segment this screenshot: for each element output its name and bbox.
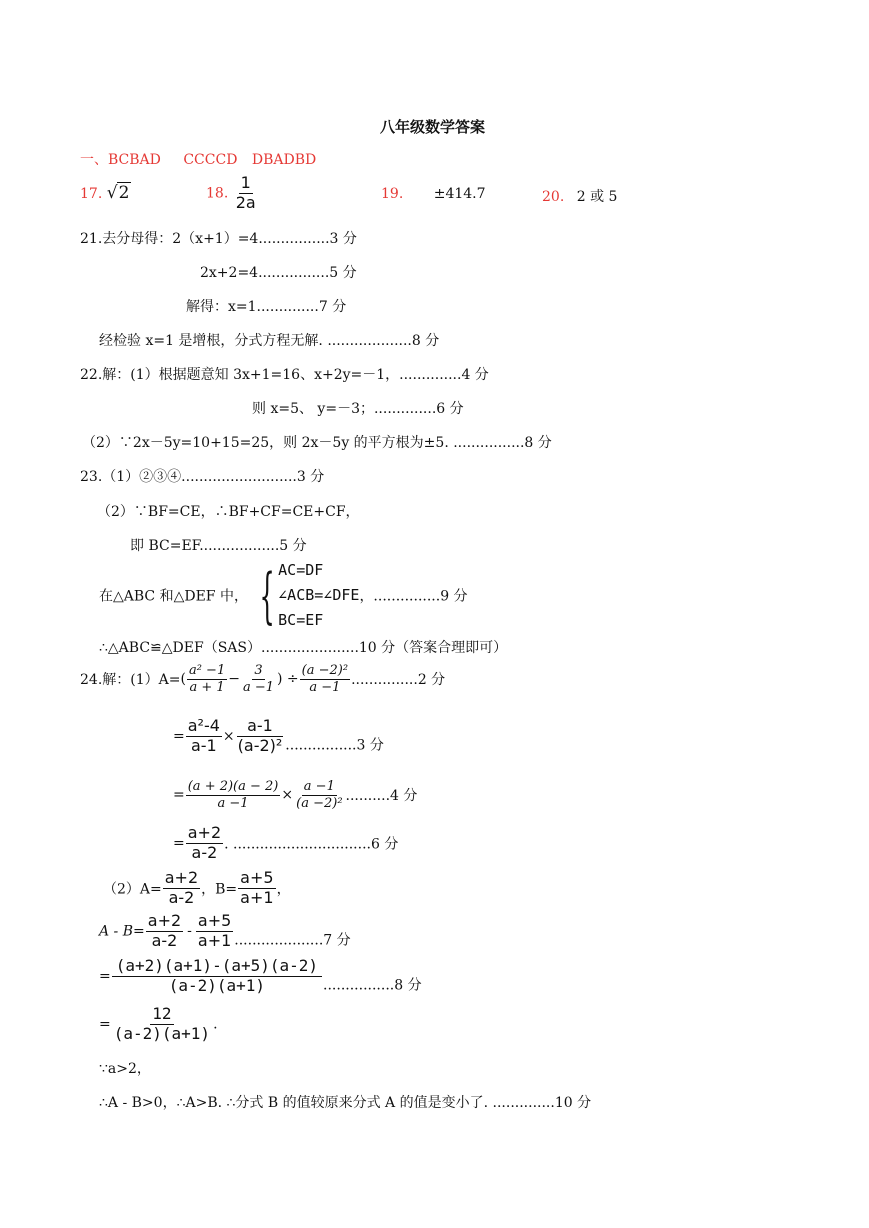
q23-line-4-prefix: 在△ABC 和△DEF 中， [99, 588, 248, 605]
fraction-1-den: a + 1 [189, 679, 225, 695]
part-2-label: （2）A= [103, 881, 162, 898]
part-2-a-fraction [163, 870, 200, 907]
part-2-b-label: ，B= [201, 881, 238, 898]
difference-minus: - [187, 923, 192, 940]
fill-q19 [381, 186, 486, 202]
q19-answer: ±414.7 [433, 186, 486, 202]
equation-system [278, 558, 359, 633]
system-eq-2: ∠ACB=∠DFE [278, 586, 360, 604]
q23-line-2: （2）∵BF=CE，∴BF+CF=CE+CF， [97, 504, 360, 520]
step-3-fraction-1 [186, 780, 281, 810]
fraction-3-num: (a −2)² [301, 663, 349, 678]
q18-label: 18. [206, 185, 229, 202]
q21-line-4: 经检验 x=1 是增根，分式方程无解. ...................8 分 [99, 333, 440, 349]
left-brace: { [259, 560, 275, 631]
q23-line-5: ∴△ABC≌△DEF（SAS）......................10 分（答案合理即可） [99, 640, 508, 656]
q24-condition: ∵a>2， [99, 1061, 151, 1077]
fraction-2-den: a −1 [242, 679, 274, 695]
step-3-den-1: a −1 [217, 795, 249, 811]
q23-line-1: 23.（1）②③④..........................3 分 [80, 469, 325, 485]
q21-line-3: 解得：x=1..............7 分 [186, 299, 347, 315]
combined-num: (a+2)(a+1)-(a+5)(a-2) [112, 958, 322, 977]
difference-b-num: a+5 [197, 911, 232, 930]
part-2-end: ， [276, 881, 291, 898]
part-2-b-fraction [238, 870, 275, 907]
q21-line-1: 21.去分母得：2（x+1）=4................3 分 [80, 231, 357, 247]
step-2-fraction-1 [186, 718, 222, 755]
fill-q20 [542, 186, 617, 206]
q24-label: 24.解：(1）A= [80, 672, 181, 689]
q23-line-3: 即 BC=EF..................5 分 [130, 538, 307, 554]
q18-num: 1 [240, 173, 251, 192]
part-2-b-num: a+5 [240, 868, 274, 887]
q24-part-2 [103, 870, 291, 907]
combined-den: (a-2)(a+1) [168, 975, 266, 995]
fill-q18 [206, 175, 259, 212]
part-2-a-num: a+2 [164, 868, 199, 887]
q20-label: 20. [542, 189, 565, 205]
system-eq-1: AC=DF [278, 561, 324, 579]
difference-a-den: a-2 [151, 930, 178, 950]
sqrt-symbol: √ 2 [106, 183, 130, 203]
step-2-fraction-2 [236, 718, 285, 755]
difference-score: ....................7 分 [234, 932, 351, 949]
part-2-b-den: a+1 [240, 887, 274, 907]
difference-a-num: a+2 [147, 911, 182, 930]
step-2-num-1: a²-4 [187, 716, 220, 735]
step-3-den-2: (a −2)² [296, 795, 343, 811]
step-2-score: ................3 分 [285, 737, 384, 754]
q24-combined: = $\frac{(a+2)(a+1)-(a+5)(a-2)}{(a-2)(a+1)}$ ................8 分 [99, 956, 422, 995]
q19-label: 19. [381, 186, 404, 202]
step-3-fraction-2 [294, 780, 344, 810]
fraction-1-num: a² −1 [188, 663, 226, 678]
step-4-num: a+2 [187, 823, 222, 842]
q24-conclusion: ∴A - B>0，∴A>B. ∴分式 B 的值较原来分式 A 的值是变小了. ..............10 分 [99, 1095, 592, 1111]
q24-step-1: 24.解：(1）A=( $\frac{\text{a² −1}}{a + 1}$ − $\frac{3}{a -1}$ ) ÷ $\frac{\text{(a −2)²}}{a -1}$ ...............2 分 [80, 663, 446, 695]
difference-b-fraction [196, 913, 233, 950]
q24-fraction-1 [187, 664, 227, 694]
q24-step-2: = $\frac{\text{a²-4}}{a-1}$ × $\frac{a-1}{\text{(a-2)²}}$ ................3 分 [173, 716, 384, 755]
step-2-num-2: a-1 [237, 718, 283, 737]
fill-q17 [80, 182, 131, 203]
step-1-score: ...............2 分 [351, 672, 446, 689]
step-4-score: . ...............................6 分 [224, 836, 399, 853]
step-3-num-1: (a + 2)(a − 2) [187, 779, 279, 794]
fraction-2-num: 3 [254, 663, 263, 678]
step-2-den-2: (a-2)² [237, 735, 283, 755]
q18-fraction [234, 175, 258, 212]
final-num: 12 [152, 1004, 172, 1023]
q24-fraction-2 [241, 664, 276, 694]
difference-a-fraction [146, 913, 183, 950]
q23-line-4 [99, 558, 468, 633]
q22-line-2: 则 x=5、 y=－3；..............6 分 [252, 401, 464, 417]
difference-label: A - B= [99, 923, 145, 940]
combined-score: ................8 分 [323, 977, 422, 994]
page-title: 八年级数学答案 [380, 118, 486, 136]
q24-difference [99, 913, 351, 950]
step-3-score: ..........4 分 [345, 788, 418, 805]
choice-group-2: CCCCD [183, 152, 238, 168]
part-2-a-den: a-2 [168, 887, 195, 907]
final-den: (a-2)(a+1) [113, 1023, 211, 1043]
choice-prefix: 一、 [80, 152, 108, 168]
q22-line-1: 22.解：(1）根据题意知 3x+1=16、x+2y=－1，..............4 分 [80, 367, 489, 383]
q17-radicand: 2 [118, 183, 130, 203]
q18-den: 2a [235, 192, 256, 212]
combined-fraction [112, 958, 322, 995]
step-4-fraction [186, 825, 223, 862]
choice-answers [80, 149, 316, 169]
choice-group-3: DBADBD [251, 152, 317, 168]
q24-step-4: = $\frac{a+2}{a-2}$ . ...............................6 分 [173, 823, 399, 862]
system-eq-3: BC=EF [278, 611, 324, 629]
q24-fraction-3 [300, 664, 350, 694]
q17-label: 17. [80, 186, 103, 202]
final-fraction [112, 1006, 212, 1043]
q24-step-3: = $\frac{(a + 2)(a - 2)}{a -1}$ × $\frac{a -1}{\text{(a −2)²}}$ ..........4 分 [173, 779, 418, 811]
q24-final: = $\frac{12}{(a-2)(a+1)}$ . [99, 1004, 218, 1043]
fraction-3-den: a −1 [309, 679, 341, 695]
q23-line-4-suffix: ，...............9 分 [359, 588, 468, 605]
step-3-num-2: a −1 [303, 779, 335, 794]
difference-b-den: a+1 [197, 930, 232, 950]
q22-line-3: （2）∵2x－5y=10+15=25，则 2x－5y 的平方根为±5. ................8 分 [82, 435, 552, 451]
step-4-den: a-2 [191, 842, 218, 862]
final-end: . [213, 1016, 218, 1033]
q21-line-2: 2x+2=4................5 分 [200, 265, 357, 281]
choice-group-1: BCBAD [108, 152, 161, 168]
q20-answer: 2 或 5 [576, 189, 618, 205]
step-2-den-1: a-1 [190, 735, 217, 755]
